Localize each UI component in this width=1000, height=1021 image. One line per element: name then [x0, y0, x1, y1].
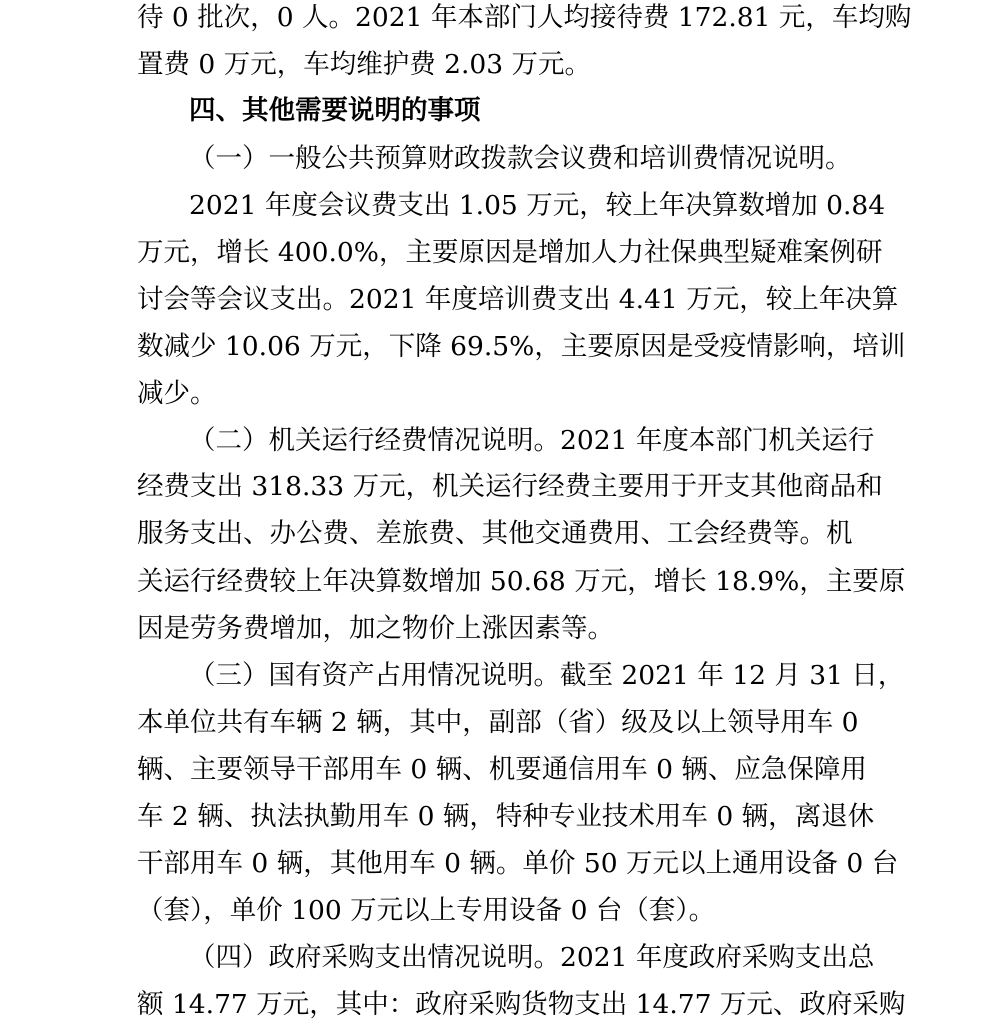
text-line: 服务支出、办公费、差旅费、其他交通费用、工会经费等。机 [137, 518, 853, 549]
text-line: 本单位共有车辆 2 辆，其中，副部（省）级及以上领导用车 0 [137, 707, 859, 738]
text-line: 因是劳务费增加，加之物价上涨因素等。 [137, 613, 614, 644]
section-heading: 四、其他需要说明的事项 [189, 95, 481, 126]
text-line: 辆、主要领导干部用车 0 辆、机要通信用车 0 辆、应急保障用 [137, 754, 867, 785]
subsection-heading: （一）一般公共预算财政拨款会议费和培训费情况说明。 [189, 143, 852, 174]
text-line: 2021 年度会议费支出 1.05 万元，较上年决算数增加 0.84 [189, 190, 886, 221]
text-line: 数减少 10.06 万元，下降 69.5%，主要原因是受疫情影响，培训 [137, 331, 906, 362]
text-line: 车 2 辆、执法执勤用车 0 辆，特种专业技术用车 0 辆，离退休 [137, 801, 875, 832]
text-line: （套），单价 100 万元以上专用设备 0 台（套）。 [137, 895, 716, 926]
text-line: （二）机关运行经费情况说明。2021 年度本部门机关运行 [189, 425, 875, 456]
text-line: 经费支出 318.33 万元，机关运行经费主要用于开支其他商品和 [137, 471, 883, 502]
text-line: 万元，增长 400.0%，主要原因是增加人力社保典型疑难案例研 [137, 237, 883, 268]
text-line: 干部用车 0 辆，其他用车 0 辆。单价 50 万元以上通用设备 0 台 [137, 848, 899, 879]
text-line: 置费 0 万元，车均维护费 2.03 万元。 [137, 49, 592, 80]
text-line: （三）国有资产占用情况说明。截至 2021 年 12 月 31 日， [189, 660, 905, 691]
text-line: （四）政府采购支出情况说明。2021 年度政府采购支出总 [189, 942, 875, 973]
text-line: 减少。 [137, 378, 217, 409]
text-line: 关运行经费较上年决算数增加 50.68 万元，增长 18.9%，主要原 [137, 566, 906, 597]
text-line: 待 0 批次，0 人。2021 年本部门人均接待费 172.81 元，车均购 [137, 2, 912, 33]
text-line: 额 14.77 万元，其中：政府采购货物支出 14.77 万元、政府采购 [137, 989, 906, 1020]
text-line: 讨会等会议支出。2021 年度培训费支出 4.41 万元，较上年决算 [137, 284, 899, 315]
